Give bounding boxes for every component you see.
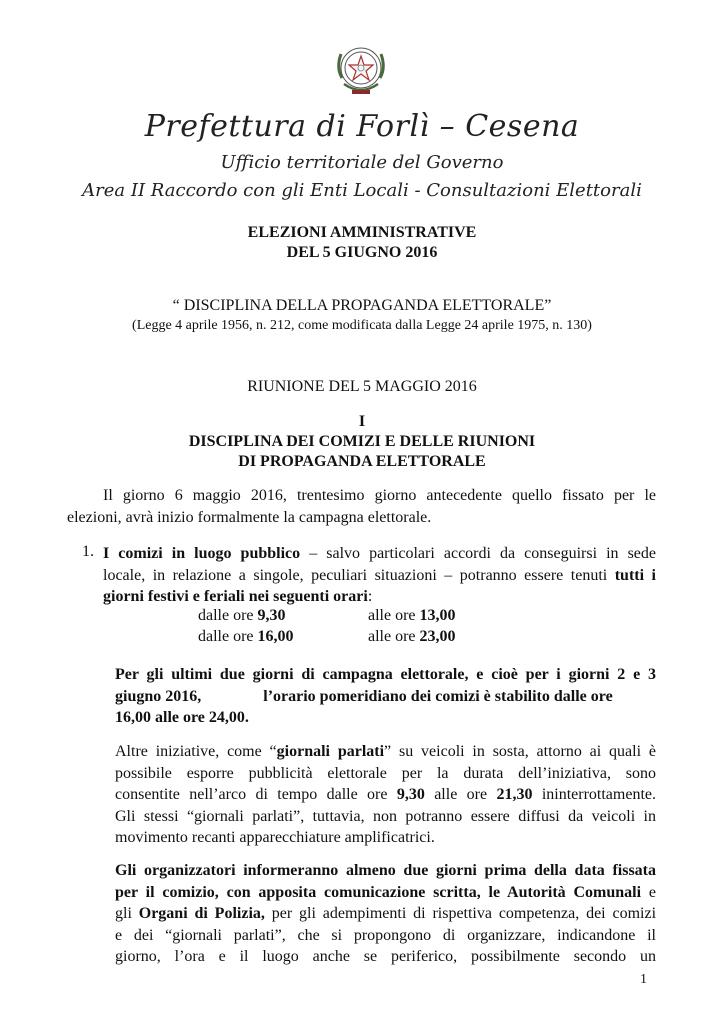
other-line-4: Gli stessi “giornali parlati”, tuttavia, non potranno essere diffusi da veicoli in	[115, 807, 656, 825]
item1-line-2-bold: tutti i	[614, 566, 656, 584]
other-line-5: movimento recanti apparecchiature amplificatrici.	[115, 829, 435, 846]
item-number: 1.	[82, 543, 94, 560]
organizers-bold: Organi di Polizia,	[138, 905, 265, 922]
time-label: dalle ore	[198, 607, 258, 624]
intro-line-1: Il giorno 6 maggio 2016, trentesimo giorno antecedente quello fissato per le	[103, 487, 656, 504]
last-days-paragraph	[115, 664, 656, 729]
organizers-text: e	[641, 883, 656, 901]
item1-line-1	[103, 543, 656, 565]
time-label: alle ore	[368, 628, 420, 645]
other-text: consentite nell’arco di tempo dalle ore	[115, 786, 397, 803]
item1-paragraph	[103, 543, 656, 608]
page-number: 1	[640, 972, 647, 987]
other-bold: 21,30	[496, 786, 533, 803]
item1-line-3-text: :	[367, 588, 373, 605]
office-subtitle: Ufficio territoriale del Governo	[220, 152, 504, 173]
time-value: 16,00	[257, 628, 294, 645]
organizers-text: gli	[115, 905, 139, 922]
time-label: dalle ore	[198, 628, 258, 645]
other-initiatives-paragraph	[115, 741, 656, 849]
italian-republic-emblem-icon	[332, 40, 390, 102]
heading-line-2: DEL 5 GIUGNO 2016	[286, 244, 438, 261]
time-value: 9,30	[257, 607, 286, 624]
organizers-line-3	[115, 903, 656, 925]
meeting-date: RIUNIONE DEL 5 MAGGIO 2016	[247, 378, 477, 395]
organizers-text: per gli adempimenti di rispettiva competenza, dei comizi	[264, 905, 657, 922]
law-reference: (Legge 4 aprile 1956, n. 212, come modificata dalla Legge 24 aprile 1975, n. 130)	[132, 318, 592, 333]
last-days-date: giugno 2016,	[115, 687, 202, 705]
other-bold: giornali parlati	[276, 743, 385, 760]
office-area: Area II Raccordo con gli Enti Locali - Consultazioni Elettorali	[82, 180, 642, 201]
time-slot-2-to	[368, 626, 456, 647]
organizers-bold: per il comizio, con apposita comunicazione scritta, le Autorità Comunali	[115, 883, 642, 901]
other-text: ininterrottamente.	[532, 786, 656, 803]
organizers-line-2	[115, 882, 656, 904]
other-text: alle ore	[424, 786, 497, 803]
organizers-line-5: giorno, l’ora e il luogo anche se periferico, possibilmente secondo un	[115, 948, 656, 965]
section-numeral: I	[358, 413, 366, 430]
intro-paragraph	[67, 485, 656, 528]
organizers-line-4: e dei “giornali parlati”, che si propongono di organizzare, indicandone il	[115, 926, 656, 944]
heading-line-1: ELEZIONI AMMINISTRATIVE	[247, 224, 477, 241]
time-value: 13,00	[419, 607, 456, 624]
organizers-paragraph	[115, 860, 656, 968]
last-days-line-1: Per gli ultimi due giorni di campagna elettorale, e cioè per i giorni 2 e 3	[115, 666, 656, 683]
item1-heading: I comizi in luogo pubblico	[103, 545, 301, 562]
item1-line-2-text: locale, in relazione a singole, peculiari situazioni – potranno essere tenuti	[103, 566, 615, 584]
other-text: ” su veicoli in sosta, attorno ai quali è	[384, 743, 656, 760]
last-days-line-2	[115, 686, 656, 708]
section-title-line-1: DISCIPLINA DEI COMIZI E DELLE RIUNIONI	[188, 433, 536, 450]
time-value: 23,00	[419, 628, 456, 645]
time-slot-1-to	[368, 605, 456, 626]
item1-line-1-text: – salvo particolari accordi da conseguirsi in sede	[300, 545, 657, 562]
other-line-1	[115, 741, 656, 763]
section-title-line-2: DI PROPAGANDA ELETTORALE	[238, 453, 486, 470]
organizers-line-1: Gli organizzatori informeranno almeno due giorni prima della data fissata	[115, 862, 656, 879]
intro-line-2: elezioni, avrà inizio formalmente la campagna elettorale.	[67, 508, 432, 526]
other-bold: 9,30	[396, 786, 425, 803]
time-slot-2-from	[198, 626, 294, 647]
discipline-title: “ DISCIPLINA DELLA PROPAGANDA ELETTORALE”	[172, 297, 552, 314]
last-days-line-3: 16,00 alle ore 24,00.	[115, 709, 249, 726]
other-text: Altre iniziative, come “	[115, 743, 277, 760]
last-days-text: l’orario pomeridiano dei comizi è stabilito dalle ore	[263, 687, 613, 705]
other-line-2: possibile esporre pubblicità elettorale per la durata dell’iniziativa, sono	[115, 764, 656, 782]
item1-line-3-bold: giorni festivi e feriali nei seguenti orari	[103, 588, 368, 605]
other-line-3	[115, 784, 656, 806]
office-title: Prefettura di Forlì – Cesena	[144, 109, 580, 144]
time-slot-1-from	[198, 605, 286, 626]
item1-line-2	[103, 565, 656, 587]
time-label: alle ore	[368, 607, 420, 624]
